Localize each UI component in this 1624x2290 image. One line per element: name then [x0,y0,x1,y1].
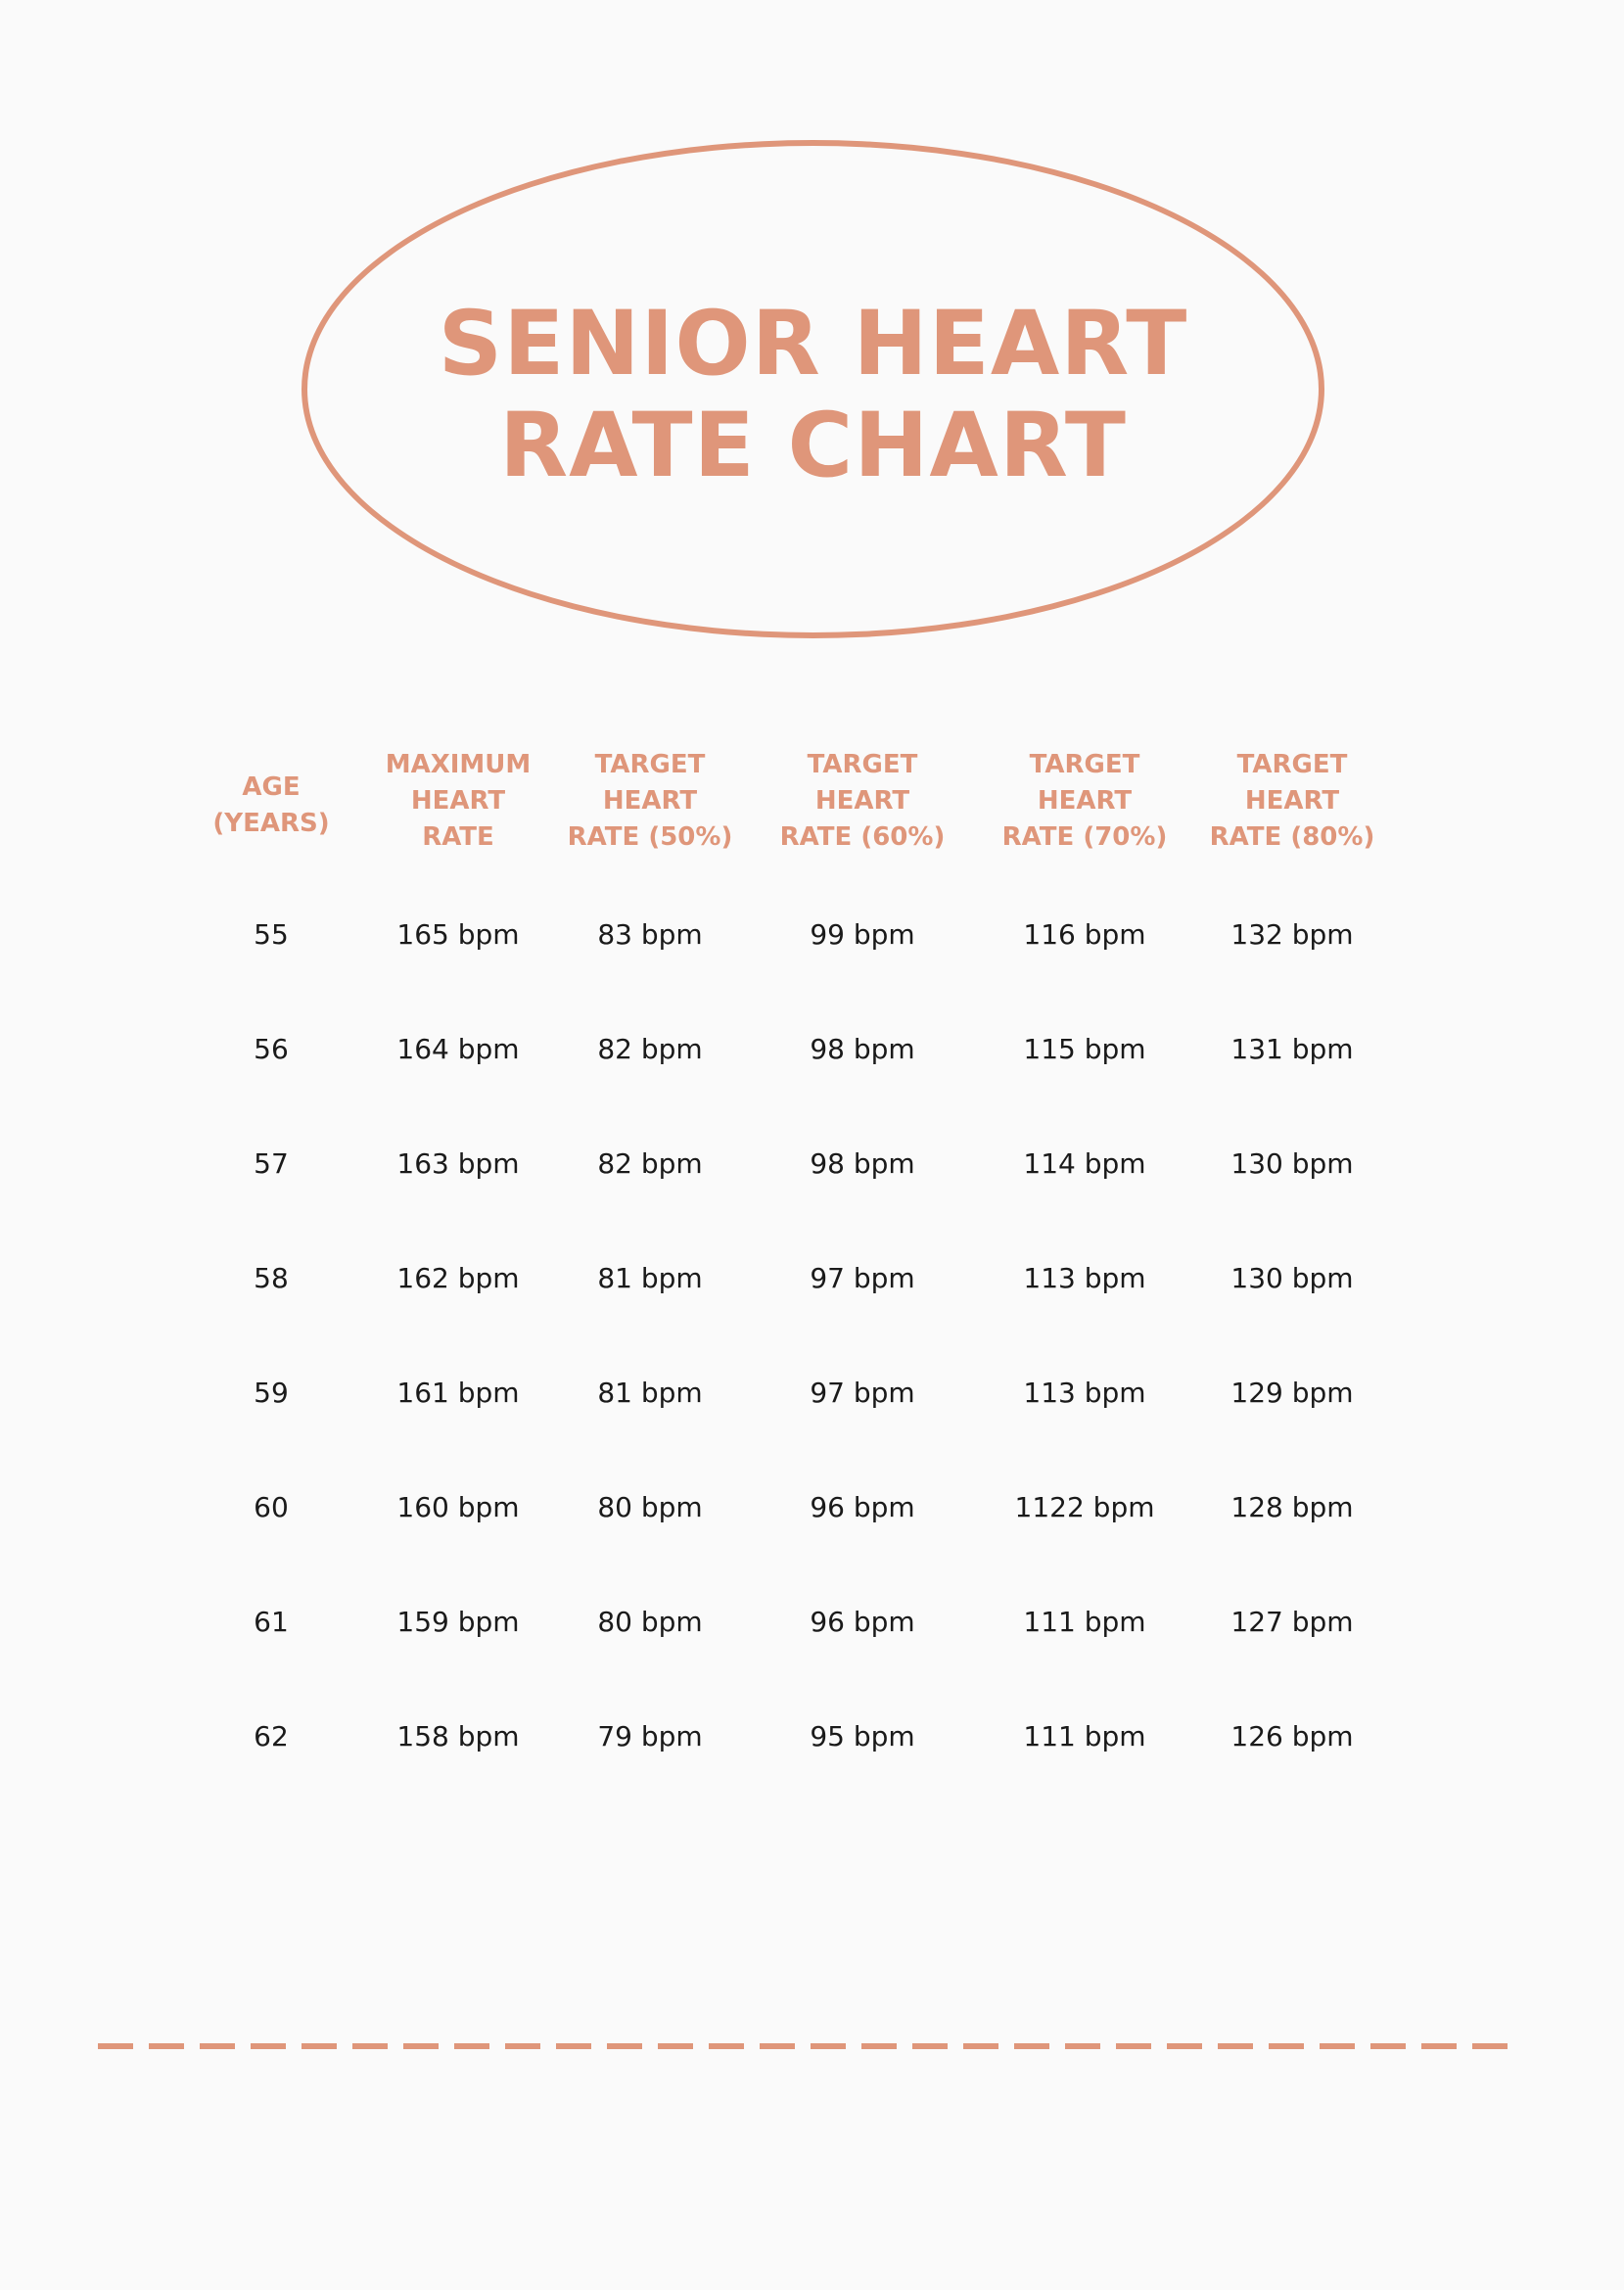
column-header-line: HEART [1244,786,1340,816]
table-cell: 158 bpm [396,1720,520,1753]
column-header-age [173,770,369,842]
column-header-line: AGE [242,772,301,802]
column-header-line: TARGET [594,750,706,779]
title-line-1: SENIOR HEART [438,293,1188,396]
table-cell: 97 bpm [810,1262,915,1294]
table-cell: 130 bpm [1230,1262,1354,1294]
column-header-target-50 [552,747,748,856]
table-cell: 113 bpm [1023,1377,1146,1409]
column-header-line: HEART [814,786,910,816]
table-cell: 115 bpm [1023,1033,1146,1065]
table-cell: 129 bpm [1230,1377,1354,1409]
column-header-line: RATE (50%) [567,822,733,852]
column-header-target-70 [987,747,1183,856]
table-cell: 96 bpm [810,1491,915,1523]
column-header-line: HEART [602,786,698,816]
column-header-line: HEART [410,786,506,816]
table-cell: 82 bpm [597,1147,703,1180]
table-cell: 97 bpm [810,1377,915,1409]
table-cell: 81 bpm [597,1377,703,1409]
table-cell: 114 bpm [1023,1147,1146,1180]
table-cell: 160 bpm [396,1491,520,1523]
age-cell: 62 [254,1720,289,1753]
age-cell: 56 [254,1033,289,1065]
table-cell: 126 bpm [1230,1720,1354,1753]
table-cell: 164 bpm [396,1033,520,1065]
table-cell: 113 bpm [1023,1262,1146,1294]
table-cell: 80 bpm [597,1491,703,1523]
table-cell: 81 bpm [597,1262,703,1294]
column-header-line: TARGET [1029,750,1140,779]
table-cell: 161 bpm [396,1377,520,1409]
column-header-line: HEART [1037,786,1133,816]
age-cell: 59 [254,1377,289,1409]
column-header-line: TARGET [1236,750,1348,779]
table-cell: 163 bpm [396,1147,520,1180]
table-cell: 79 bpm [597,1720,703,1753]
table-cell: 130 bpm [1230,1147,1354,1180]
table-cell: 98 bpm [810,1033,915,1065]
column-header-target-80 [1194,747,1390,856]
table-cell: 82 bpm [597,1033,703,1065]
column-header-max-hr [360,747,556,856]
table-cell: 99 bpm [810,918,915,951]
table-cell: 1122 bpm [1014,1491,1155,1523]
column-header-line: MAXIMUM [385,750,532,779]
age-cell: 61 [254,1606,289,1638]
column-header-target-60 [765,747,960,856]
table-cell: 127 bpm [1230,1606,1354,1638]
table-cell: 96 bpm [810,1606,915,1638]
age-cell: 57 [254,1147,289,1180]
table-cell: 159 bpm [396,1606,520,1638]
table-cell: 165 bpm [396,918,520,951]
column-header-line: TARGET [807,750,918,779]
column-header-line: RATE (70%) [1001,822,1168,852]
table-cell: 162 bpm [396,1262,520,1294]
column-header-line: (YEARS) [212,809,330,838]
age-cell: 60 [254,1491,289,1523]
column-header-line: RATE (60%) [779,822,946,852]
table-cell: 111 bpm [1023,1606,1146,1638]
table-cell: 98 bpm [810,1147,915,1180]
table-cell: 95 bpm [810,1720,915,1753]
table-cell: 83 bpm [597,918,703,951]
column-header-line: RATE (80%) [1209,822,1375,852]
table-cell: 128 bpm [1230,1491,1354,1523]
dashed-divider [98,2043,1517,2049]
table-cell: 80 bpm [597,1606,703,1638]
age-cell: 55 [254,918,289,951]
age-cell: 58 [254,1262,289,1294]
table-cell: 111 bpm [1023,1720,1146,1753]
table-cell: 116 bpm [1023,918,1146,951]
title-line-2: RATE CHART [499,395,1127,497]
column-header-line: RATE [422,822,494,852]
table-cell: 132 bpm [1230,918,1354,951]
table-cell: 131 bpm [1230,1033,1354,1065]
